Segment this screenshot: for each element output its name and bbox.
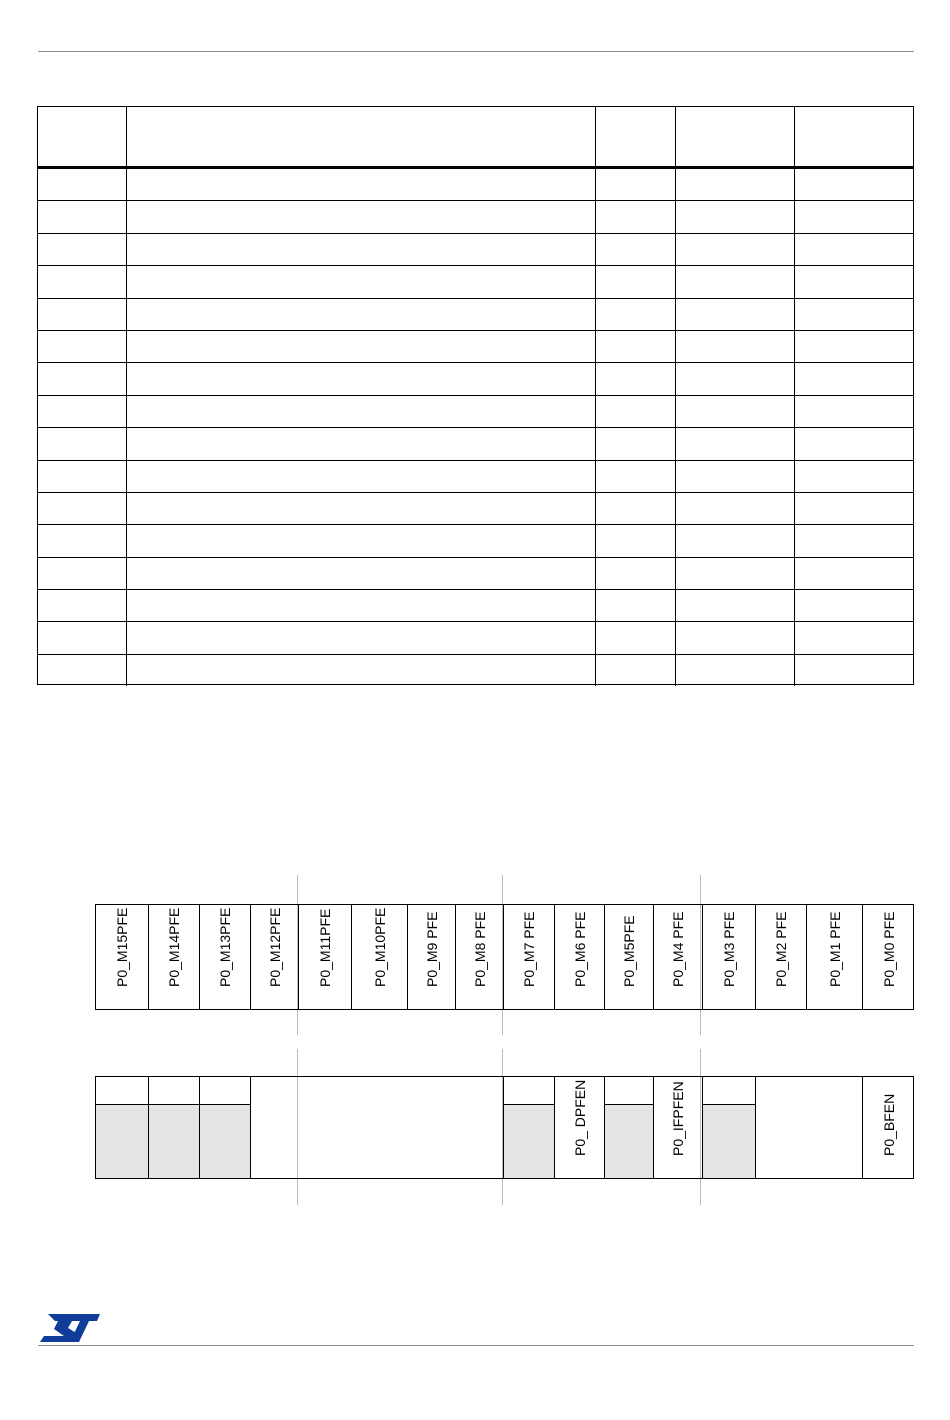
table-cell [595, 622, 675, 654]
table-cell [595, 557, 675, 589]
bit-field-label: P0_M13PFE [217, 907, 233, 987]
table-cell [126, 557, 595, 589]
table-cell [126, 363, 595, 395]
table-cell [794, 557, 913, 589]
table-cell [595, 460, 675, 492]
bit-field-cell [250, 905, 298, 1009]
table-cell [675, 201, 794, 233]
bit-field-cell [250, 1077, 503, 1178]
bit-field-label: P0_M6 PFE [571, 911, 588, 987]
table-row [38, 330, 913, 362]
table-cell [675, 622, 794, 654]
table-cell [126, 298, 595, 330]
table-cell [38, 557, 126, 589]
table-cell [595, 428, 675, 460]
table-cell [595, 492, 675, 524]
table-header-row [38, 107, 913, 168]
table-cell [38, 168, 126, 201]
table-cell [675, 654, 794, 686]
table-cell [675, 233, 794, 265]
column-header [675, 107, 794, 168]
table-cell [675, 266, 794, 298]
table-row [38, 460, 913, 492]
table-cell [38, 233, 126, 265]
bit-field-cell [503, 905, 554, 1009]
table-cell [38, 460, 126, 492]
table-cell [595, 168, 675, 201]
table-cell [38, 266, 126, 298]
bit-field-label: P0_M3 PFE [721, 911, 737, 987]
bit-field-label: P0_M11PFE [317, 908, 333, 987]
table-cell [38, 428, 126, 460]
table-cell [595, 363, 675, 395]
table-cell [126, 266, 595, 298]
table-cell [38, 492, 126, 524]
bit-field-cell [351, 905, 407, 1009]
table-cell [126, 654, 595, 686]
table-cell [675, 590, 794, 622]
reserved-cell [604, 1077, 653, 1178]
table-cell [794, 590, 913, 622]
bit-field-cell [702, 905, 755, 1009]
reserved-cell [702, 1077, 755, 1178]
table-cell [38, 330, 126, 362]
bit-field-label: P0_M1 PFE [826, 911, 843, 987]
table-row [38, 363, 913, 395]
bit-field-label: P0_M5PFE [621, 915, 637, 987]
register-table [37, 106, 914, 685]
table-row [38, 590, 913, 622]
table-cell [595, 201, 675, 233]
table-cell [126, 590, 595, 622]
table-row [38, 201, 913, 233]
table-row [38, 233, 913, 265]
register-lower-bitfield [95, 1076, 914, 1179]
column-header [38, 107, 126, 168]
bit-field-cell [862, 905, 915, 1009]
table-cell [675, 460, 794, 492]
bit-field-cell [96, 905, 148, 1009]
table-cell [595, 590, 675, 622]
bit-field-cell [554, 1077, 604, 1178]
bit-field-label: P0_M10PFE [371, 907, 388, 987]
st-logo [38, 1310, 102, 1344]
column-header [595, 107, 675, 168]
bit-field-label: P0_ DPFEN [571, 1079, 588, 1156]
table-row [38, 266, 913, 298]
table-cell [595, 330, 675, 362]
table-cell [126, 492, 595, 524]
bit-field-cell [199, 905, 250, 1009]
table-cell [794, 428, 913, 460]
table-cell [38, 654, 126, 686]
bit-field-label: P0_M8 PFE [471, 911, 488, 987]
table-row [38, 622, 913, 654]
bit-field-cell [755, 1077, 862, 1178]
bit-field-cell [298, 905, 351, 1009]
table-cell [794, 266, 913, 298]
table-cell [126, 428, 595, 460]
table-cell [794, 622, 913, 654]
bit-field-cell [653, 905, 702, 1009]
bit-field-cell [455, 905, 503, 1009]
table-cell [38, 590, 126, 622]
table-cell [595, 233, 675, 265]
table-cell [794, 330, 913, 362]
reserved-cell [199, 1077, 250, 1178]
table-cell [675, 395, 794, 427]
table-row [38, 168, 913, 201]
table-cell [595, 395, 675, 427]
bit-field-label: P0_M14PFE [166, 907, 182, 987]
table-cell [794, 168, 913, 201]
bit-field-label: P0_M7 PFE [521, 911, 537, 987]
table-cell [595, 266, 675, 298]
table-cell [595, 654, 675, 686]
reserved-cell [503, 1077, 554, 1178]
header-rule [38, 51, 914, 52]
bit-field-cell [653, 1077, 702, 1178]
table-cell [794, 525, 913, 557]
table-cell [126, 201, 595, 233]
table-row [38, 654, 913, 686]
table-cell [794, 654, 913, 686]
table-cell [126, 395, 595, 427]
bit-field-label: P0_M9 PFE [423, 911, 440, 987]
reserved-cell [148, 1077, 199, 1178]
bit-field-label: P0_M0 PFE [881, 911, 897, 987]
bit-field-cell [862, 1077, 915, 1178]
footer-rule [38, 1345, 914, 1346]
bit-field-label: P0_IFPFEN [670, 1081, 686, 1156]
table-cell [675, 557, 794, 589]
table-cell [675, 492, 794, 524]
table-cell [794, 363, 913, 395]
table-row [38, 428, 913, 460]
table-cell [794, 460, 913, 492]
column-header [126, 107, 595, 168]
bit-field-cell [554, 905, 604, 1009]
table-cell [126, 168, 595, 201]
bit-field-label: P0_M15PFE [114, 907, 130, 987]
table-cell [126, 330, 595, 362]
bit-field-label: P0_BFEN [881, 1093, 897, 1156]
table-cell [126, 525, 595, 557]
table-cell [675, 168, 794, 201]
table-row [38, 557, 913, 589]
table-cell [38, 395, 126, 427]
bit-field-cell [604, 905, 653, 1009]
table-cell [794, 395, 913, 427]
table-cell [675, 363, 794, 395]
table-cell [38, 298, 126, 330]
table-cell [38, 622, 126, 654]
table-cell [675, 428, 794, 460]
table-cell [675, 525, 794, 557]
bit-field-cell [148, 905, 199, 1009]
table-row [38, 492, 913, 524]
reserved-cell [96, 1077, 148, 1178]
bit-field-cell [407, 905, 455, 1009]
table-row [38, 298, 913, 330]
bit-field-label: P0_M4 PFE [670, 911, 686, 987]
table-row [38, 525, 913, 557]
bit-field-label: P0_M2 PFE [773, 911, 789, 987]
bit-field-cell [755, 905, 806, 1009]
table-cell [794, 492, 913, 524]
table-cell [794, 298, 913, 330]
bit-field-label: P0_M12PFE [266, 907, 283, 987]
table-cell [595, 525, 675, 557]
table-cell [794, 201, 913, 233]
table-cell [595, 298, 675, 330]
column-header [794, 107, 913, 168]
table-cell [126, 233, 595, 265]
table-cell [126, 460, 595, 492]
table-cell [126, 622, 595, 654]
table-cell [794, 233, 913, 265]
table-cell [38, 525, 126, 557]
table-cell [38, 363, 126, 395]
table-row [38, 395, 913, 427]
table-cell [675, 330, 794, 362]
bit-field-cell [806, 905, 862, 1009]
table-cell [675, 298, 794, 330]
table-cell [38, 201, 126, 233]
register-upper-bitfield [95, 904, 914, 1010]
